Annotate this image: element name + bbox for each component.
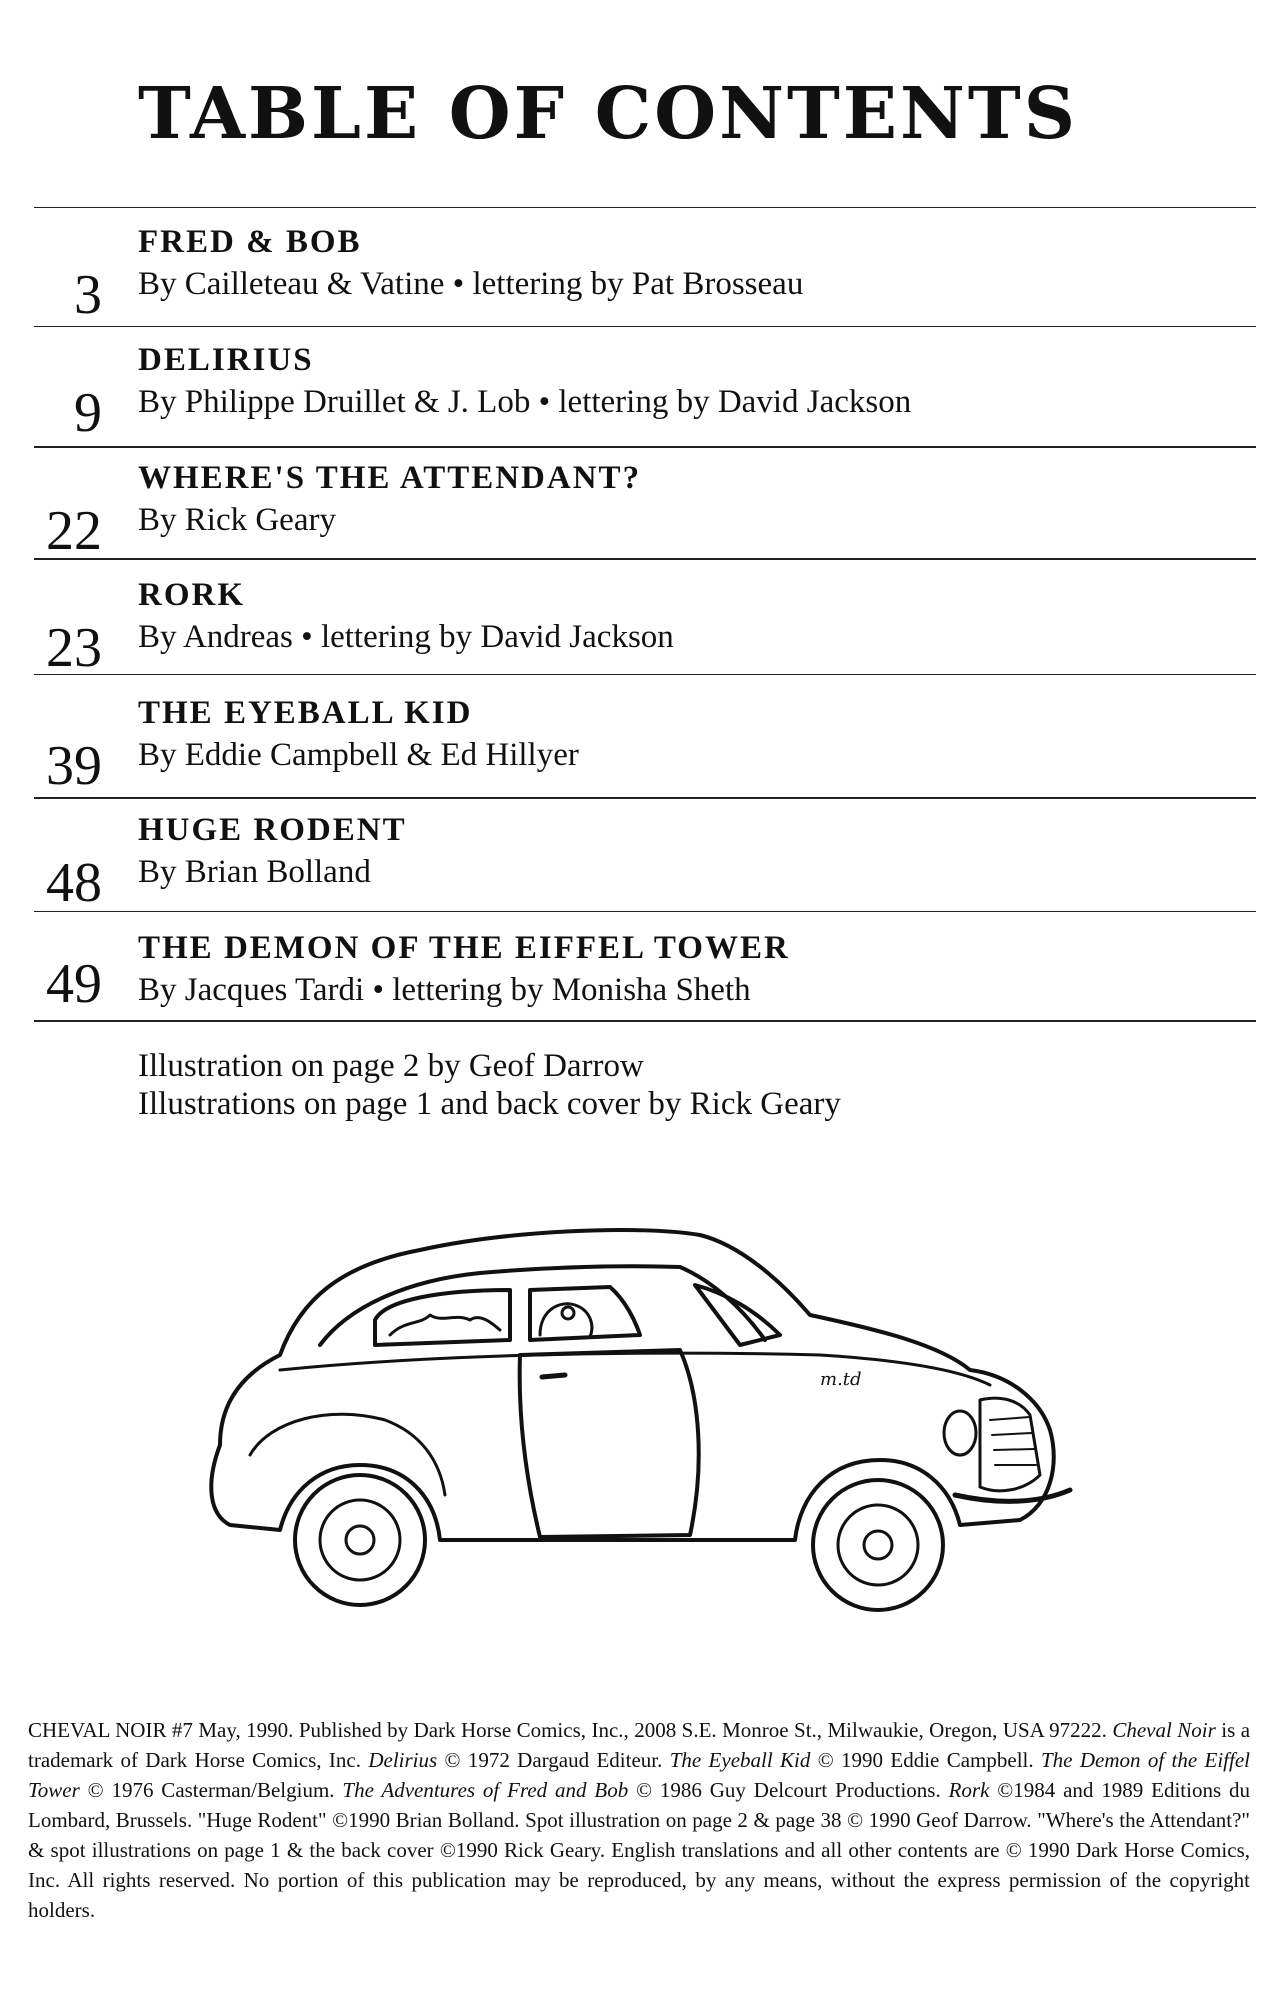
rear-wheel xyxy=(295,1475,425,1605)
toc-entry[interactable] xyxy=(0,220,1280,332)
divider xyxy=(34,797,1256,799)
entry-credit: By Brian Bolland xyxy=(138,854,371,890)
car-signature: m.td xyxy=(820,1369,862,1390)
illustration-credit: Illustrations on page 1 and back cover by Rick Geary xyxy=(138,1086,841,1122)
toc-entry[interactable] xyxy=(0,808,1280,920)
toc-entry[interactable] xyxy=(0,573,1280,685)
windshield xyxy=(695,1285,780,1345)
divider xyxy=(34,558,1256,560)
divider xyxy=(34,674,1256,675)
entry-page-number: 49 xyxy=(46,953,102,1015)
entry-credit: By Eddie Campbell & Ed Hillyer xyxy=(138,737,579,773)
entry-page-number: 39 xyxy=(46,735,102,797)
entry-page-number: 23 xyxy=(46,617,102,679)
entry-title: WHERE'S THE ATTENDANT? xyxy=(138,460,642,496)
entry-credit: By Cailleteau & Vatine • lettering by Pat Brosseau xyxy=(138,266,804,302)
divider xyxy=(34,1020,1256,1022)
entry-page-number: 22 xyxy=(46,500,102,562)
entry-title: THE DEMON OF THE EIFFEL TOWER xyxy=(138,930,790,966)
entry-credit: By Philippe Druillet & J. Lob • lettering by David Jackson xyxy=(138,384,912,420)
car-body xyxy=(211,1230,1053,1540)
legal-notice: CHEVAL NOIR #7 May, 1990. Published by Dark Horse Comics, Inc., 2008 S.E. Monroe St., Milwaukie, Oregon, USA 97222. Cheval Noir is a trademark of Dark Horse Comics, Inc. Delirius © 1972 Dargaud Editeur. The Eyeball Kid © 1990 Eddie Campbell. The Demon of the Eiffel Tower © 1976 Casterman/Belgium. The Adventures of Fred and Bob © 1986 Guy Delcourt Productions. Rork ©1984 and 1989 Editions du Lombard, Brussels. "Huge Rodent" ©1990 Brian Bolland. Spot illustration on page 2 & page 38 © 1990 Geof Darrow. "Where's the Attendant?" & spot illustrations on page 1 & the back cover ©1990 Rick Geary. English translations and all other contents are © 1990 Dark Horse Comics, Inc. All rights reserved. No portion of this publication may be reproduced, by any means, without the express permission of the copyright holders. xyxy=(28,1718,1251,1922)
illustration-credit: Illustration on page 2 by Geof Darrow xyxy=(138,1048,644,1084)
entry-title: DELIRIUS xyxy=(138,342,314,378)
entry-title: RORK xyxy=(138,577,245,613)
page-title: TABLE OF CONTENTS xyxy=(138,71,1078,155)
entry-title: HUGE RODENT xyxy=(138,812,407,848)
car-illustration xyxy=(180,1205,1120,1615)
entry-title: THE EYEBALL KID xyxy=(138,695,473,731)
front-wheel xyxy=(813,1480,943,1610)
entry-credit: By Jacques Tardi • lettering by Monisha Sheth xyxy=(138,972,751,1008)
divider xyxy=(34,446,1256,448)
entry-title: FRED & BOB xyxy=(138,224,362,260)
entry-page-number: 9 xyxy=(74,382,102,444)
entry-page-number: 48 xyxy=(46,852,102,914)
divider xyxy=(34,207,1256,208)
divider xyxy=(34,911,1256,912)
toc-entry[interactable] xyxy=(0,338,1280,450)
entry-credit: By Rick Geary xyxy=(138,502,336,538)
toc-entry[interactable] xyxy=(0,456,1280,568)
toc-entry[interactable] xyxy=(0,691,1280,803)
entry-credit: By Andreas • lettering by David Jackson xyxy=(138,619,674,655)
entry-page-number: 3 xyxy=(74,264,102,326)
divider xyxy=(34,326,1256,327)
